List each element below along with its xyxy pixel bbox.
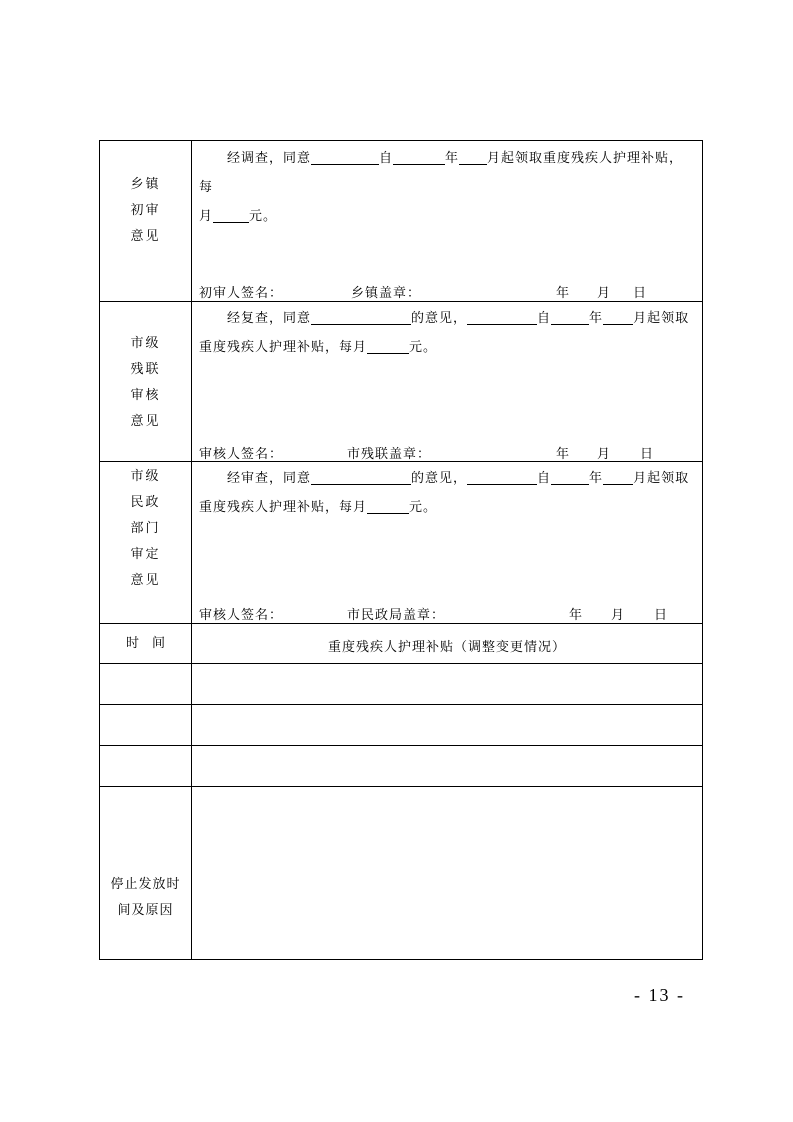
date-month: 月: [597, 286, 612, 301]
label-line: 间及原因: [117, 903, 174, 918]
federation-review-text: [199, 304, 696, 362]
seal-label: 乡镇盖章：: [351, 286, 422, 301]
text: 年: [445, 151, 460, 166]
label-line: 残联: [130, 362, 161, 377]
text: 元。: [409, 500, 438, 515]
change-row-2-cell[interactable]: [192, 705, 702, 744]
date-year: 年: [556, 447, 571, 462]
federation-signature-line: [199, 443, 696, 462]
blank-month[interactable]: [459, 150, 487, 165]
blank-name[interactable]: [311, 470, 411, 485]
label-line: 民政: [130, 495, 161, 510]
blank-person[interactable]: [467, 310, 537, 325]
date-day: 日: [633, 286, 648, 301]
text: 重度残疾人护理补贴，每月: [199, 500, 368, 515]
date-day: 日: [654, 608, 669, 623]
text: 重度残疾人护理补贴，每月: [199, 340, 368, 355]
township-signature-line: [199, 282, 696, 301]
label-line: 意见: [130, 573, 161, 588]
blank-person[interactable]: [467, 470, 537, 485]
change-row-3-cell[interactable]: [192, 746, 702, 785]
text: 元。: [409, 340, 438, 355]
blank-year[interactable]: [551, 310, 589, 325]
col-subsidy-header: 重度残疾人护理补贴（调整变更情况）: [327, 640, 566, 655]
text: 经复查，同意: [227, 311, 312, 326]
text: 月: [199, 209, 214, 224]
blank-month[interactable]: [603, 310, 633, 325]
date-year: 年: [569, 608, 584, 623]
label-line: 市级: [130, 469, 161, 484]
text: 自: [537, 311, 552, 326]
date-year: 年: [556, 286, 571, 301]
stop-reason-label: [100, 872, 191, 924]
blank-name[interactable]: [311, 310, 411, 325]
subsidy-approval-form: [99, 140, 703, 960]
civil-affairs-review-label: [100, 464, 191, 594]
township-review-label: [100, 172, 191, 250]
text: 年: [589, 311, 604, 326]
civil-affairs-signature-line: [199, 604, 696, 623]
label-line: 初审: [130, 203, 161, 218]
seal-label: 市残联盖章：: [347, 447, 432, 462]
date-day: 日: [640, 447, 655, 462]
text: 月起领取重度残疾人护理补贴，每: [199, 151, 684, 195]
date-month: 月: [611, 608, 626, 623]
signer-label: 初审人签名：: [199, 286, 284, 301]
seal-label: 市民政局盖章：: [347, 608, 446, 623]
federation-review-label: [100, 331, 191, 435]
date-month: 月: [597, 447, 612, 462]
text: 月起领取: [633, 311, 690, 326]
label-line: 部门: [130, 521, 161, 536]
civil-affairs-review-text: [199, 464, 696, 522]
page-number: - 13 -: [634, 985, 685, 1005]
text: 元。: [249, 209, 278, 224]
text: 经审查，同意: [227, 471, 312, 486]
label-line: 市级: [130, 336, 161, 351]
text: 的意见，: [411, 311, 468, 326]
blank-year[interactable]: [551, 470, 589, 485]
text: 的意见，: [411, 471, 468, 486]
row-divider: [100, 623, 702, 624]
label-line: 意见: [130, 414, 161, 429]
signer-label: 审核人签名：: [199, 447, 284, 462]
blank-month[interactable]: [603, 470, 633, 485]
text: 自: [537, 471, 552, 486]
signer-label: 审核人签名：: [199, 608, 284, 623]
blank-amount[interactable]: [213, 208, 249, 223]
blank-amount[interactable]: [367, 339, 409, 354]
label-line: 停止发放时: [110, 877, 181, 892]
row-divider: [100, 301, 702, 302]
col-time-header: 时 间: [125, 636, 165, 651]
change-row-1-cell[interactable]: [192, 664, 702, 703]
label-line: 审定: [130, 547, 161, 562]
label-line: 意见: [130, 229, 161, 244]
blank-name[interactable]: [311, 150, 379, 165]
township-review-text: [199, 144, 696, 231]
stop-reason-cell[interactable]: [192, 787, 702, 959]
label-line: 审核: [130, 388, 161, 403]
text: 月起领取: [633, 471, 690, 486]
blank-amount[interactable]: [367, 499, 409, 514]
text: 自: [379, 151, 394, 166]
blank-year[interactable]: [393, 150, 445, 165]
text: 经调查，同意: [227, 151, 312, 166]
label-line: 乡镇: [130, 177, 161, 192]
text: 年: [589, 471, 604, 486]
